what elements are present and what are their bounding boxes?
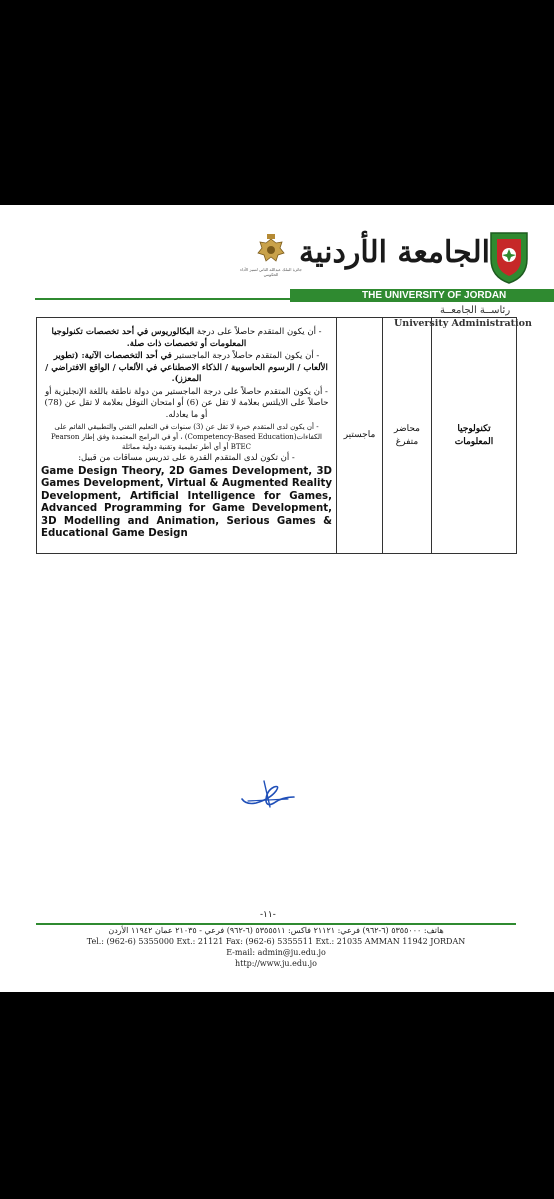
award-seal-icon — [248, 233, 294, 285]
job-requirements-table — [36, 317, 517, 554]
requirement-2: - أن يكون المتقدم حاصلاً درجة الماجستير في أحد التخصصات الآتية: (تطوير الألعاب / الرسوم الحاسوبية / الذكاء الاصطناعي في الألعاب / الواقع الافتراضي / المعزز). — [45, 351, 328, 385]
header-rule — [35, 298, 295, 300]
university-logo-arabic: الجامعة الأردنية — [298, 235, 490, 270]
handwritten-signature — [236, 777, 300, 813]
requirement-4: - أن يكون لدى المتقدم خبرة لا تقل عن (3) سنوات في التعليم التقني والتطبيقي القائم على الكفاءات(Competency-Based Education) ، أو في البرامج المعتمدة وفق إطار Pearson BTEC أو أي أطر تعليمية وتقنية دولية مماثلة — [51, 423, 322, 452]
degree-cell: ماجستير — [337, 318, 383, 554]
requirement-1: - أن يكون المتقدم حاصلاً على درجة البكالوريوس في أحد تخصصات تكنولوجيا المعلومات أو تخصصات ذات صلة. — [51, 327, 322, 349]
footer — [36, 925, 516, 969]
footer-contact-arabic: هاتف: ٥٣٥٥٠٠٠ (٦-٩٦٢) فرعي: ٢١١٢١ فاكس: ٥٣٥٥٥١١ (٦-٩٦٢) فرعي - ٢١٠٣٥ عمان ١١٩٤٢ الأردن — [108, 926, 444, 935]
document-page — [0, 205, 554, 992]
requirement-3: - أن يكون المتقدم حاصلاً على درجة الماجستير من دولة ناطقة باللغة الإنجليزية أو حاصلاً على الايلتس بعلامة لا تقل عن (6) أو امتحان التوفل بعلامة لا تقل عن (78) أو ما يعادله. — [44, 386, 329, 420]
field-cell: تكنولوجيا المعلومات — [432, 318, 517, 554]
footer-website: http://www.ju.edu.jo — [235, 959, 317, 968]
administration-english: University Administration — [394, 318, 532, 329]
footer-email: E-mail: admin@ju.edu.jo — [226, 948, 326, 957]
university-crest-icon — [487, 229, 531, 285]
administration-arabic: رئاســة الجامعــة — [440, 305, 511, 316]
university-name-bar: THE UNIVERSITY OF JORDAN — [290, 289, 554, 302]
course-list: Game Design Theory, 2D Games Development, 3D Games Development, Virtual & Augmented Reality Development, Artificial Intelligence for Games, Advanced Programming for Game Development, 3D Modelling and Animation, Serious Games & Educational Game Design — [41, 465, 332, 540]
table-row — [37, 318, 517, 554]
requirement-5: - أن تكون لدى المتقدم القدرة على تدريس مساقات من قبيل: — [78, 453, 295, 464]
requirements-cell — [37, 318, 337, 554]
footer-contact-english: Tel.: (962-6) 5355000 Ext.: 21121 Fax: (962-6) 5355511 Ext.: 21035 AMMAN 11942 JORDAN — [86, 937, 466, 946]
page-number: -١١- — [260, 910, 276, 920]
rank-cell: محاضر متفرغ — [383, 318, 432, 554]
seal-caption: جائزة الملك عبدالله الثاني لتميز الأداء الحكومي — [240, 267, 302, 277]
